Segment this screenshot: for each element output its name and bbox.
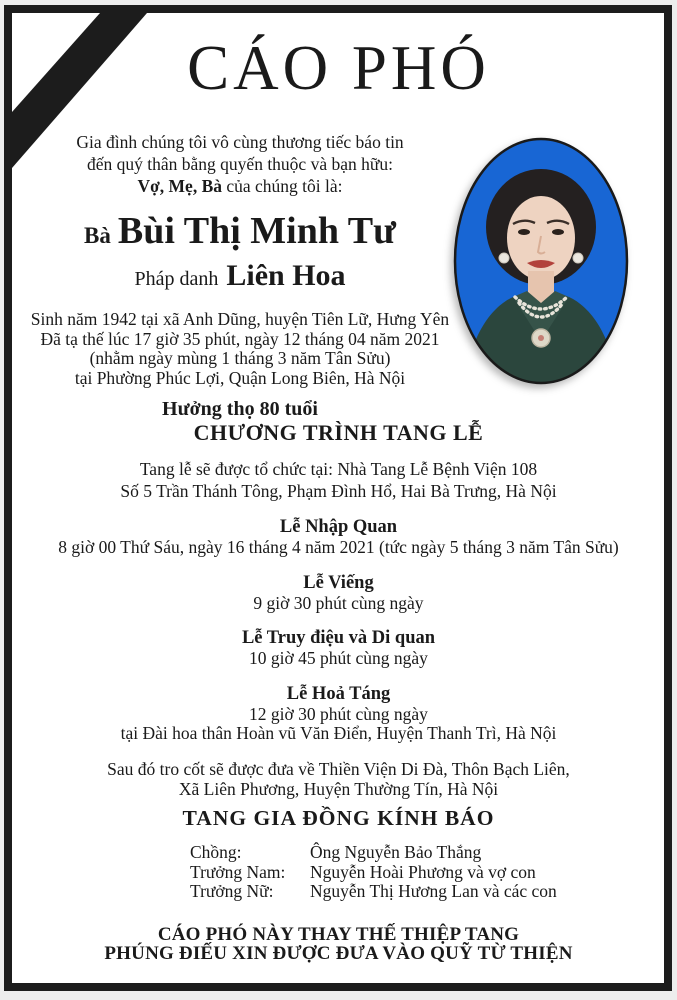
event-detail: tại Đài hoa thân Hoàn vũ Văn Điển, Huyện Thanh Trì, Hà Nội	[120, 723, 557, 743]
ashes-note	[0, 759, 677, 799]
event-detail: 12 giờ 30 phút cùng ngày	[249, 703, 428, 724]
family-heading: TANG GIA ĐỒNG KÍNH BÁO	[182, 806, 495, 830]
family-member-name: Nguyễn Thị Hương Lan và các con	[310, 881, 557, 901]
deceased-info-column	[15, 131, 465, 421]
event-detail: 10 giờ 45 phút cùng ngày	[249, 648, 428, 668]
deceased-name: Bùi Thị Minh Tư	[117, 210, 396, 252]
right-earring	[573, 253, 583, 263]
ashes-line-1: Sau đó tro cốt sẽ được đưa về Thiền Viện Di Đà, Thôn Bạch Liên,	[107, 758, 570, 779]
event-title: Lễ Hoả Táng	[286, 683, 391, 704]
family-row	[190, 843, 677, 863]
deceased-honorific: Bà	[84, 223, 111, 248]
intro-line-1: Gia đình chúng tôi vô cùng thương tiếc báo tin	[76, 132, 404, 152]
venue-line-1: Tang lễ sẽ được tổ chức tại: Nhà Tang Lễ Bệnh Viện 108	[139, 459, 538, 479]
death-place-line: tại Phường Phúc Lợi, Quận Long Biên, Hà Nội	[74, 367, 406, 388]
family-role-label: Trưởng Nam:	[190, 861, 286, 882]
funeral-program-section	[0, 420, 677, 799]
event-title: Lễ Nhập Quan	[279, 517, 398, 537]
family-role-label: Chồng:	[190, 842, 242, 862]
lunar-date-line: (nhằm ngày mùng 1 tháng 3 năm Tân Sửu)	[89, 348, 391, 368]
dharma-name-label: Pháp danh	[134, 268, 219, 290]
footer-line-1: CÁO PHÓ NÀY THAY THẾ THIỆP TANG	[157, 924, 520, 945]
page-title: CÁO PHÓ	[187, 33, 490, 103]
event-vieng	[0, 573, 677, 614]
dharma-name-line	[15, 259, 465, 298]
footer-notice	[0, 926, 677, 963]
program-heading: CHƯƠNG TRÌNH TANG LỄ	[193, 420, 484, 445]
venue-block	[0, 459, 677, 502]
event-detail: 9 giờ 30 phút cùng ngày	[253, 592, 424, 613]
intro-line-3-rest: của chúng tôi là:	[222, 176, 343, 196]
event-nhap-quan	[0, 517, 677, 558]
left-earring	[499, 253, 509, 263]
event-title: Lễ Truy điệu và Di quan	[241, 628, 436, 648]
deceased-name-line	[15, 211, 465, 259]
family-row	[190, 863, 677, 883]
venue-line-2: Số 5 Trần Thánh Tông, Phạm Đình Hổ, Hai Bà Trưng, Hà Nội	[120, 480, 557, 501]
family-role-label: Trưởng Nữ:	[190, 881, 274, 901]
family-row	[190, 882, 677, 902]
intro-line-2: đến quý thân bằng quyến thuộc và bạn hữu:	[87, 154, 393, 174]
family-section	[0, 806, 677, 902]
age-line: Hưởng thọ 80 tuổi	[162, 398, 318, 420]
dharma-name: Liên Hoa	[226, 259, 346, 292]
event-truy-dieu	[0, 628, 677, 669]
family-member-name: Nguyễn Hoài Phương và vợ con	[310, 861, 536, 882]
family-table	[190, 843, 677, 902]
footer-line-2: PHÚNG ĐIẾU XIN ĐƯỢC ĐƯA VÀO QUỸ TỪ THIỆN	[104, 942, 573, 964]
right-eye	[552, 229, 564, 235]
event-title: Lễ Viếng	[303, 572, 374, 593]
event-detail: 8 giờ 00 Thứ Sáu, ngày 16 tháng 4 năm 2021 (tức ngày 5 tháng 3 năm Tân Sửu)	[58, 537, 619, 557]
birth-line: Sinh năm 1942 tại xã Anh Dũng, huyện Tiên Lữ, Hưng Yên	[30, 309, 450, 329]
portrait-photo	[451, 135, 631, 387]
intro-paragraph	[15, 131, 465, 197]
intro-relations: Vợ, Mẹ, Bà	[137, 176, 222, 196]
life-details	[15, 310, 465, 388]
intro-line-3	[15, 175, 465, 197]
family-member-name: Ông Nguyễn Bảo Thắng	[310, 842, 482, 862]
ashes-line-2: Xã Liên Phương, Huyện Thường Tín, Hà Nội	[178, 778, 499, 799]
event-hoa-tang	[0, 684, 677, 744]
death-line: Đã tạ thế lúc 17 giờ 35 phút, ngày 12 tháng 04 năm 2021	[40, 328, 440, 349]
left-eye	[518, 229, 530, 235]
